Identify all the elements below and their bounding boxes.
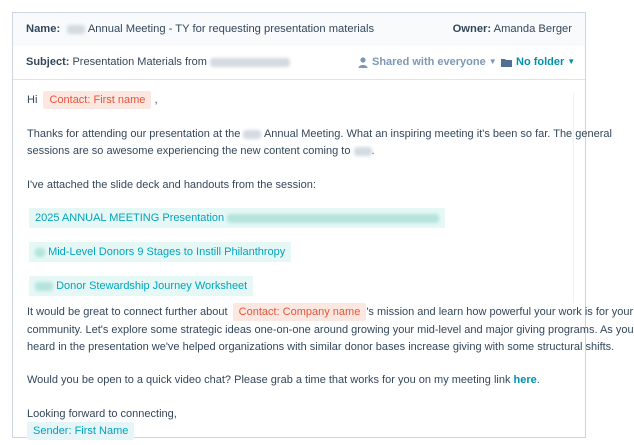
p1-text-d: . [371, 145, 375, 157]
personalization-token-sender-first-name[interactable]: Sender: First Name [27, 422, 134, 440]
user-icon [358, 57, 368, 68]
p1-text-b: Annual Meeting. What an inspiring meeting it's been so far. The general [263, 128, 612, 140]
closing-line: Looking forward to connecting, [27, 408, 177, 420]
p3-text-b: 's mission and learn how powerful your work is for your [366, 306, 634, 318]
personalization-token-company-name[interactable]: Contact: Company name [233, 303, 367, 321]
p3-text-a: It would be great to connect further about [27, 306, 228, 318]
template-name[interactable] [26, 23, 374, 35]
sharing-label: Shared with everyone [372, 56, 486, 68]
redacted-text [35, 248, 45, 257]
folder-icon [501, 58, 512, 67]
owner-label: Owner: [452, 23, 492, 35]
meeting-link[interactable]: here [513, 374, 537, 386]
sharing-dropdown[interactable] [358, 56, 497, 68]
caret-down-icon: ▼ [567, 57, 576, 66]
owner-value: Amanda Berger [493, 23, 572, 35]
paragraph-1-line-2 [27, 143, 375, 160]
p4-end: . [536, 374, 540, 386]
subject-value: Presentation Materials from [72, 56, 207, 68]
paragraph-3-line-3: heard in the presentation we've helped organizations with similar donor bases increase giving with some structural shifts. [27, 341, 615, 353]
redacted-text [35, 282, 53, 291]
editor-divider [573, 93, 574, 303]
caret-down-icon: ▼ [488, 57, 497, 66]
redacted-text [227, 214, 439, 223]
link-text: Mid-Level Donors 9 Stages to Instill Philanthropy [48, 246, 286, 258]
paragraph-4 [27, 372, 540, 389]
template-name-row [13, 13, 585, 47]
link-text: Donor Stewardship Journey Worksheet [56, 280, 248, 292]
link-text: 2025 ANNUAL MEETING Presentation [35, 212, 225, 224]
paragraph-2: I've attached the slide deck and handouts from the session: [27, 179, 316, 191]
greeting-comma: , [154, 94, 158, 106]
template-owner [453, 23, 572, 35]
p4-text: Would you be open to a quick video chat? Please grab a time that works for you on my meeting link [27, 374, 511, 386]
name-label: Name: [26, 23, 61, 35]
redacted-text [243, 130, 261, 139]
redacted-text [210, 58, 290, 67]
signature-line [27, 422, 134, 440]
greeting-line [27, 91, 158, 109]
paragraph-3-line-2: community. Let's explore some strategic ideas one-on-one around growing your mid-level and major giving programs. As you [27, 324, 634, 336]
folder-dropdown[interactable] [501, 56, 575, 68]
template-editor-frame [12, 12, 634, 438]
subject-field[interactable] [26, 56, 290, 68]
greeting-text: Hi [27, 94, 38, 106]
attachment-link-nine-stages[interactable] [29, 242, 291, 262]
attachment-link-presentation[interactable] [29, 208, 445, 228]
personalization-token-first-name[interactable]: Contact: First name [43, 91, 151, 109]
redacted-text [67, 25, 85, 34]
template-name-value: Annual Meeting - TY for requesting presentation materials [87, 23, 375, 35]
paragraph-1-line-1 [27, 126, 612, 143]
attachment-link-worksheet[interactable] [29, 276, 253, 296]
subject-label: Subject: [26, 56, 70, 68]
p1-text-a: Thanks for attending our presentation at the [27, 128, 241, 140]
paragraph-3-line-1 [27, 303, 633, 321]
redacted-text [354, 147, 372, 156]
p1-text-c: sessions are so awesome experiencing the new content coming to [27, 145, 351, 157]
folder-label: No folder [516, 56, 565, 68]
